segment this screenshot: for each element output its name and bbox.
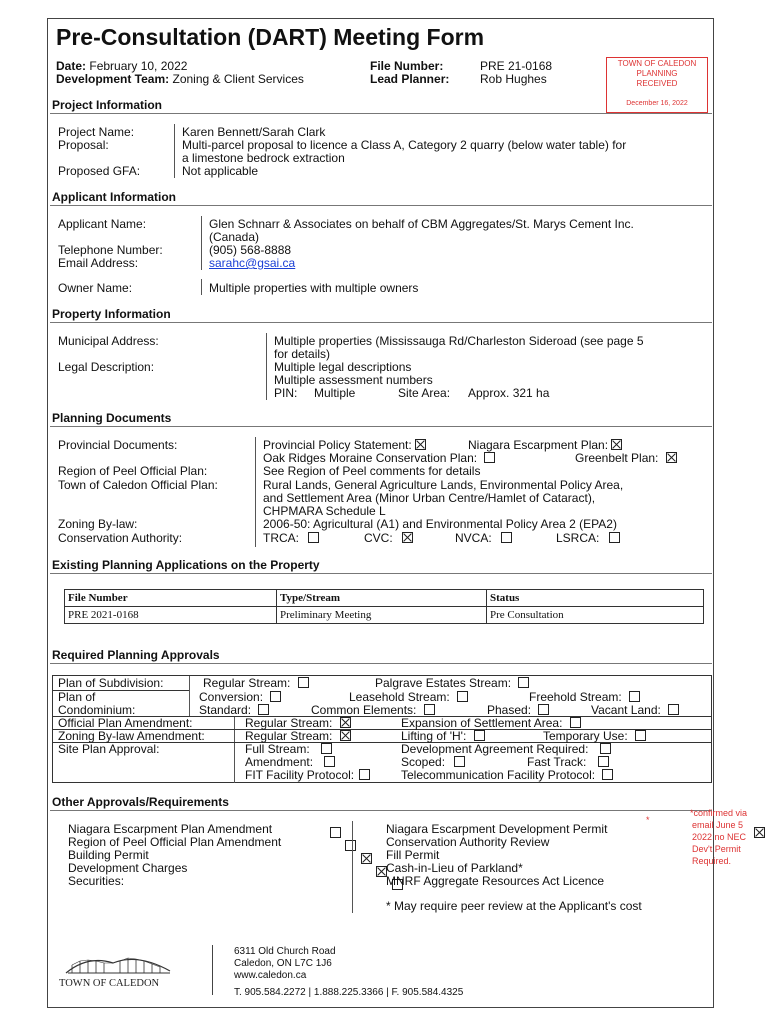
proposal-value-line1: Multi-parcel proposal to licence a Class A, Category 2 quarry (below water table) for — [182, 138, 627, 152]
fit-row — [245, 769, 370, 782]
greenbelt-label: Greenbelt Plan: — [575, 451, 659, 465]
logo-wordmark: TOWN OF CALEDON — [59, 978, 160, 989]
other-left-item: Niagara Escarpment Plan Amendment — [68, 822, 273, 836]
gfa-value: Not applicable — [182, 164, 259, 178]
fit-checkbox[interactable] — [359, 769, 370, 780]
greenbelt-checkbox[interactable] — [666, 452, 677, 463]
ca-label: Conservation Authority: — [58, 531, 183, 545]
divider — [201, 216, 202, 270]
divider — [50, 810, 712, 811]
gfa-label: Proposed GFA: — [58, 164, 141, 178]
telecom-label: Telecommunication Facility Protocol: — [401, 768, 596, 782]
dar-label: Development Agreement Required: — [401, 742, 589, 756]
zba-regular-label: Regular Stream: — [245, 729, 333, 743]
team-value: Zoning & Client Services — [172, 72, 304, 86]
date-label: Date: — [56, 59, 87, 73]
trca-row — [263, 532, 319, 545]
site-area-value: Approx. 321 ha — [468, 386, 550, 400]
trca-label: TRCA: — [263, 531, 299, 545]
subdivision-label: Plan of Subdivision: — [58, 676, 164, 690]
date-row — [56, 59, 187, 73]
project-name-label: Project Name: — [58, 125, 135, 139]
table-cell: Preliminary Meeting — [277, 607, 487, 624]
divider — [234, 716, 235, 783]
pin-label: PIN: — [274, 386, 298, 400]
address-label: Municipal Address: — [58, 334, 159, 348]
trca-checkbox[interactable] — [308, 532, 319, 543]
divider — [50, 426, 712, 427]
annotation-line: Dev't Permit — [692, 844, 741, 854]
telecom-checkbox[interactable] — [602, 769, 613, 780]
full-label: Full Stream: — [245, 742, 310, 756]
divider — [352, 821, 353, 913]
expansion-label: Expansion of Settlement Area: — [401, 716, 563, 730]
freehold-label: Freehold Stream: — [529, 690, 622, 704]
caledon-line1: Rural Lands, General Agriculture Lands, Environmental Policy Area, — [263, 478, 624, 492]
fasttrack-label: Fast Track: — [527, 755, 587, 769]
divider — [50, 205, 712, 206]
condominium-label: Condominium: — [58, 703, 136, 717]
footer-address1: 6311 Old Church Road — [234, 946, 336, 957]
scoped-checkbox[interactable] — [454, 756, 465, 767]
other-right-item: Niagara Escarpment Development Permit — [386, 822, 608, 836]
opa-regular-label: Regular Stream: — [245, 716, 333, 730]
footer-website[interactable]: www.caledon.ca — [234, 970, 307, 981]
scoped-label: Scoped: — [401, 755, 446, 769]
file-number-label: File Number: — [370, 59, 444, 73]
divider — [212, 945, 213, 995]
other-right-item: MNRF Aggregate Resources Act Licence — [386, 874, 605, 888]
approvals-grid — [52, 675, 712, 783]
table-cell: Pre Consultation — [487, 607, 704, 624]
dar-checkbox[interactable] — [600, 743, 611, 754]
annotation-line: 2022 no NEC — [692, 832, 747, 842]
pin-value: Multiple — [314, 386, 356, 400]
divider — [266, 333, 267, 400]
lifting-label: Lifting of 'H': — [401, 729, 467, 743]
lifting-checkbox[interactable] — [474, 730, 485, 741]
peel-value: See Region of Peel comments for details — [263, 464, 481, 478]
caledon-label: Town of Caledon Official Plan: — [58, 478, 218, 492]
table-row — [65, 607, 704, 624]
other-left-item: Region of Peel Official Plan Amendment — [68, 835, 282, 849]
zba-regular-checkbox[interactable] — [340, 730, 351, 741]
email-label: Email Address: — [58, 256, 139, 270]
lsrca-checkbox[interactable] — [609, 532, 620, 543]
vacant-row — [591, 704, 679, 717]
nvca-label: NVCA: — [455, 531, 492, 545]
column-header: File Number — [65, 590, 277, 607]
nvca-row — [455, 532, 512, 545]
plan-of-label: Plan of — [58, 690, 96, 704]
caledon-line3: CHPMARA Schedule L — [263, 504, 386, 518]
other-left-item: Development Charges — [68, 861, 188, 875]
legal-line1: Multiple legal descriptions — [274, 360, 412, 374]
pps-label: Provincial Policy Statement: — [263, 438, 412, 452]
table-header-row — [65, 590, 704, 607]
nep-checkbox[interactable] — [611, 439, 622, 450]
divider — [174, 124, 175, 178]
stamp-line2: PLANNING — [636, 69, 678, 78]
cvc-checkbox[interactable] — [402, 532, 413, 543]
applicant-heading: Applicant Information — [52, 190, 176, 204]
owner-value: Multiple properties with multiple owners — [209, 281, 419, 295]
opa-regular-checkbox[interactable] — [340, 717, 351, 728]
divider — [189, 676, 190, 716]
palgrave-checkbox[interactable] — [518, 677, 529, 688]
nep-amendment-checkbox[interactable] — [330, 827, 341, 838]
freehold-checkbox[interactable] — [629, 691, 640, 702]
leasehold-checkbox[interactable] — [457, 691, 468, 702]
vacant-label: Vacant Land: — [591, 703, 661, 717]
applicant-name-line2: (Canada) — [209, 230, 260, 244]
asterisk-mark: * — [646, 815, 650, 825]
expansion-checkbox[interactable] — [570, 717, 581, 728]
applicant-name-label: Applicant Name: — [58, 217, 147, 231]
legal-line2: Multiple assessment numbers — [274, 373, 433, 387]
footer-phones: T. 905.584.2272 | 1.888.225.3366 | F. 905.584.4325 — [234, 987, 464, 998]
subdivision-regular-label: Regular Stream: — [203, 676, 291, 690]
proposal-label: Proposal: — [58, 138, 109, 152]
lead-planner-label: Lead Planner: — [370, 72, 450, 86]
address-line1: Multiple properties (Mississauga Rd/Charleston Sideroad (see page 5 — [274, 334, 644, 348]
full-checkbox[interactable] — [321, 743, 332, 754]
address-line2: for details) — [274, 347, 331, 361]
telecom-row — [401, 769, 613, 782]
file-number-value: PRE 21-0168 — [480, 59, 553, 73]
legal-label: Legal Description: — [58, 360, 155, 374]
team-row — [56, 72, 304, 86]
other-left-item: Building Permit — [68, 848, 149, 862]
divider — [201, 279, 202, 295]
proposal-value-line2: a limestone bedrock extraction — [182, 151, 345, 165]
peel-label: Region of Peel Official Plan: — [58, 464, 208, 478]
ormcp-checkbox[interactable] — [484, 452, 495, 463]
conversion-checkbox[interactable] — [270, 691, 281, 702]
other-right-item: Fill Permit — [386, 848, 440, 862]
received-stamp — [606, 57, 708, 113]
stamp-line3: RECEIVED — [636, 79, 678, 88]
subdivision-regular-row — [203, 677, 309, 690]
amendment-checkbox[interactable] — [324, 756, 335, 767]
table-cell: PRE 2021-0168 — [65, 607, 277, 624]
building-permit-checkbox[interactable] — [361, 853, 372, 864]
other-left-item: Securities: — [68, 874, 125, 888]
column-header: Status — [487, 590, 704, 607]
planning-heading: Planning Documents — [52, 411, 172, 425]
footer-address2: Caledon, ON L7C 1J6 — [234, 958, 332, 969]
phased-checkbox[interactable] — [538, 704, 549, 715]
applicant-name-line1: Glen Schnarr & Associates on behalf of CBM Aggregates/St. Marys Cement Inc. — [209, 217, 634, 231]
property-heading: Property Information — [52, 307, 171, 321]
peer-review-note: * May require peer review at the Applicant's cost — [386, 899, 642, 913]
lsrca-row — [556, 532, 620, 545]
lead-planner-value: Rob Hughes — [480, 72, 547, 86]
owner-label: Owner Name: — [58, 281, 133, 295]
divider — [50, 573, 712, 574]
phased-label: Phased: — [487, 703, 532, 717]
divider — [255, 437, 256, 547]
standard-label: Standard: — [199, 703, 252, 717]
vacant-checkbox[interactable] — [668, 704, 679, 715]
provincial-label: Provincial Documents: — [58, 438, 178, 452]
common-checkbox[interactable] — [424, 704, 435, 715]
conversion-label: Conversion: — [199, 690, 264, 704]
standard-checkbox[interactable] — [258, 704, 269, 715]
divider — [50, 322, 712, 323]
page-title: Pre-Consultation (DART) Meeting Form — [56, 24, 485, 50]
opa-label: Official Plan Amendment: — [58, 716, 193, 730]
common-label: Common Elements: — [311, 703, 417, 717]
footer-contact — [234, 946, 463, 999]
fasttrack-checkbox[interactable] — [598, 756, 609, 767]
telephone-value: (905) 568-8888 — [209, 243, 292, 257]
approvals-heading: Required Planning Approvals — [52, 648, 220, 662]
greenbelt-row — [575, 452, 677, 465]
other-right-item: Cash-in-Lieu of Parkland* — [386, 861, 523, 875]
column-header: Type/Stream — [277, 590, 487, 607]
peel-opa-checkbox[interactable] — [345, 840, 356, 851]
divider — [50, 663, 712, 664]
temporary-label: Temporary Use: — [543, 729, 628, 743]
site-area-label: Site Area: — [398, 386, 451, 400]
subdivision-regular-checkbox[interactable] — [298, 677, 309, 688]
project-name-value: Karen Bennett/Sarah Clark — [182, 125, 326, 139]
stamp-date: December 16, 2022 — [626, 100, 688, 107]
zba-label: Zoning By-law Amendment: — [58, 729, 205, 743]
ormcp-label: Oak Ridges Moraine Conservation Plan: — [263, 451, 478, 465]
leasehold-label: Leasehold Stream: — [349, 690, 450, 704]
zoning-value: 2006-50: Agricultural (A1) and Environmental Policy Area 2 (EPA2) — [263, 517, 617, 531]
other-heading: Other Approvals/Requirements — [52, 795, 229, 809]
nvca-checkbox[interactable] — [501, 532, 512, 543]
nedp-checkbox[interactable] — [754, 827, 765, 838]
annotation-line: *confirmed via — [690, 808, 748, 818]
nep-label: Niagara Escarpment Plan: — [468, 438, 609, 452]
spa-label: Site Plan Approval: — [58, 742, 160, 756]
project-heading: Project Information — [52, 98, 163, 112]
date-value: February 10, 2022 — [89, 59, 188, 73]
caledon-line2: and Settlement Area (Minor Urban Centre/Hamlet of Cataract), — [263, 491, 596, 505]
fit-label: FIT Facility Protocol: — [245, 768, 355, 782]
existing-heading: Existing Planning Applications on the Property — [52, 558, 320, 572]
email-link[interactable]: sarahc@gsai.ca — [209, 256, 296, 270]
annotation-line: Required. — [692, 856, 732, 866]
amendment-label: Amendment: — [245, 755, 314, 769]
team-label: Development Team: — [56, 72, 170, 86]
town-of-caledon-logo — [58, 949, 188, 989]
lsrca-label: LSRCA: — [556, 531, 600, 545]
temporary-checkbox[interactable] — [635, 730, 646, 741]
zoning-label: Zoning By-law: — [58, 517, 138, 531]
stamp-line1: TOWN OF CALEDON — [617, 59, 697, 68]
annotation-line: email June 5 — [692, 820, 744, 830]
existing-applications-table — [64, 589, 704, 624]
cvc-label: CVC: — [364, 531, 393, 545]
palgrave-label: Palgrave Estates Stream: — [375, 676, 512, 690]
palgrave-row — [375, 677, 529, 690]
form-page — [47, 18, 714, 1008]
telephone-label: Telephone Number: — [58, 243, 163, 257]
other-right-item: Conservation Authority Review — [386, 835, 550, 849]
cvc-row — [364, 532, 413, 545]
pps-checkbox[interactable] — [415, 439, 426, 450]
divider — [50, 113, 712, 114]
